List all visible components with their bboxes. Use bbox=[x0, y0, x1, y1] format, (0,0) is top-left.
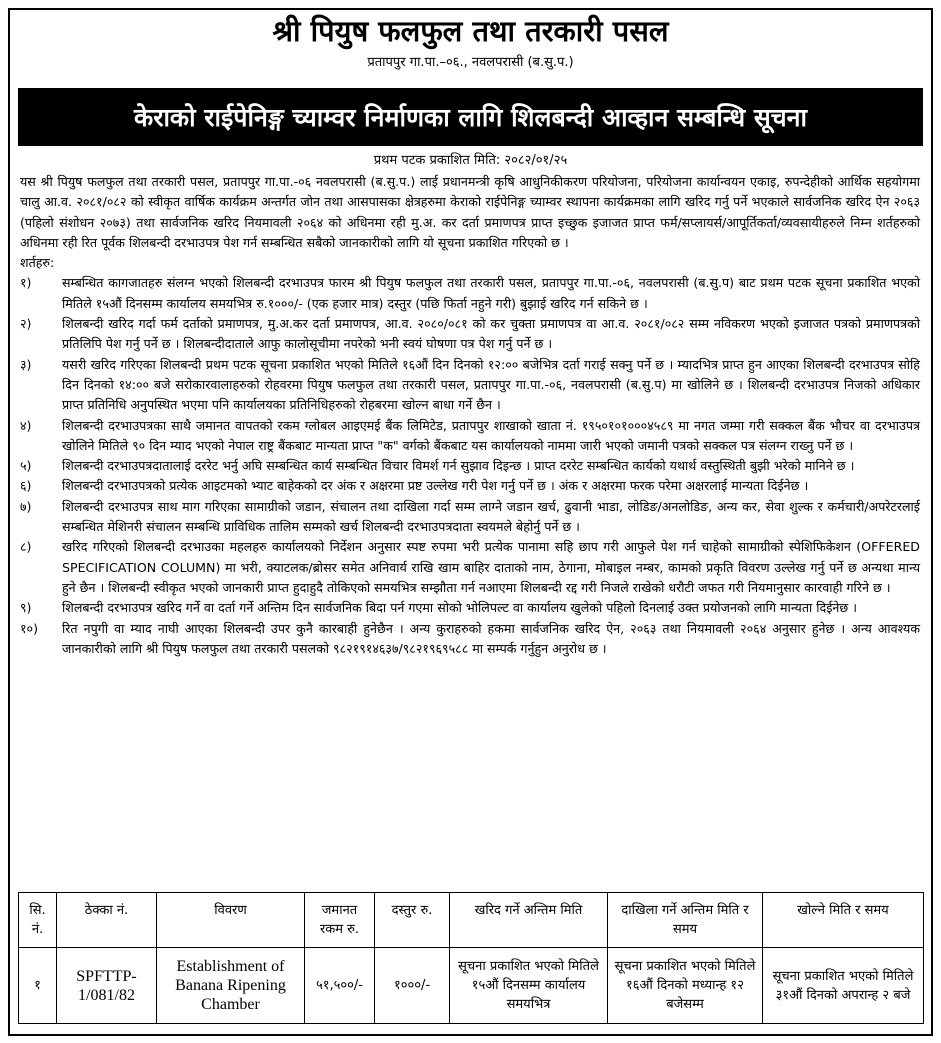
header-sn: सि. नं. bbox=[19, 893, 57, 948]
condition-item bbox=[20, 497, 920, 538]
condition-text: यसरी खरिद गरिएका शिलबन्दी प्रथम पटक सूचना प्रकाशित भएको मितिले १६औं दिन दिनको १२:०० बजेभित्र दर्ता गराई सक्नु पर्ने छ । म्यादभित्र प्राप्त हुन आएका शिलबन्दी दरभाउपत्र सोहि दिन दिनको १४:०० बजे सरोकारवालाहरुको रोहवरमा पियुष फलफुल तथा तरकारी पसल, प्रतापपुर गा.पा.-०६, नवलपरासी (ब.सु.प) मा खोलिने छ । शिलबन्दी दरभाउपत्र निजको अधिकार प्राप्त प्रतिनिधि अनुपस्थित भएमा पनि कार्यालयका प्रतिनिधिहरुको रोहबरमा खोल्न बाधा गर्ने छैन । bbox=[62, 356, 920, 413]
condition-number: ६) bbox=[20, 478, 32, 494]
header-opening-date: खोल्ने मिति र समय bbox=[763, 893, 924, 948]
cell-contract-no: SPFTTP-1/081/82 bbox=[57, 948, 157, 1024]
tender-table bbox=[18, 892, 924, 1024]
condition-number: ५) bbox=[20, 458, 32, 474]
header-description: विवरण bbox=[157, 893, 305, 948]
condition-number: ८) bbox=[20, 539, 32, 555]
table-row bbox=[19, 948, 924, 1024]
cell-purchase-deadline: सूचना प्रकाशित भएको मितिले १५औं दिनसम्म कार्यालय समयभित्र bbox=[450, 948, 608, 1024]
table-header-row bbox=[19, 893, 924, 948]
condition-text: रित नपुगी वा म्याद नाघी आएका शिलबन्दी उपर कुनै कारबाही हुनेछैन । अन्य कुराहरुको हकमा सार्वजनिक खरिद ऐन, २०६३ तथा नियमावली २०६४ अनुसार हुनेछ । अन्य आवश्यक जानकारीको लागि श्री पियुष फलफुल तथा तरकारी पसलको ९८२१९१४६३७/९८२१९६९५८८ मा सम्पर्क गर्नुहुन अनुरोध छ । bbox=[62, 620, 920, 656]
condition-number: ७) bbox=[20, 498, 32, 514]
condition-item bbox=[20, 416, 920, 457]
header-fee: दस्तुर रु. bbox=[375, 893, 450, 948]
condition-number: ३) bbox=[20, 356, 32, 372]
cell-fee: १०००/- bbox=[375, 948, 450, 1024]
notice-body bbox=[20, 172, 920, 659]
cell-description: Establishment of Banana Ripening Chamber bbox=[157, 948, 305, 1024]
condition-text: शिलबन्दी दरभाउपत्र साथ माग गरिएका सामाग्रीको जडान, संचालन तथा दाखिला गर्दा सम्म लाग्ने जडान खर्च, ढुवानी भाडा, लोडिङ/अनलोडिङ, अन्य कर, सेवा शुल्क र कर्मचारी/अपरेटरलाई सम्बन्धित मेशिनरी संचालन सम्बन्धि प्राविधिक तालिम सम्मको खर्च शिलबन्दी दरभाउपत्रदाता स्वयमले बेहोर्नु पर्ने छ । bbox=[62, 498, 920, 535]
condition-item bbox=[20, 456, 920, 476]
organization-name: श्री पियुष फलफुल तथा तरकारी पसल bbox=[272, 14, 669, 48]
notice-title: केराको राईपेनिङ्ग च्याम्वर निर्माणका लागि शिलबन्दी आव्हान सम्बन्धि सूचना bbox=[134, 103, 807, 132]
organization-address: प्रतापपुर गा.पा.–०६., नवलपरासी (ब.सु.प.) bbox=[367, 55, 574, 70]
notice-title-banner bbox=[18, 88, 923, 146]
condition-item bbox=[20, 619, 920, 660]
header-submission-deadline: दाखिला गर्ने अन्तिम मिति र समय bbox=[608, 893, 763, 948]
header-contract-no: ठेक्का नं. bbox=[57, 893, 157, 948]
header-purchase-deadline: खरिद गर्ने अन्तिम मिति bbox=[450, 893, 608, 948]
condition-text: खरिद गरिएको शिलबन्दी दरभाउका महलहरु कार्यालयको निर्देशन अनुसार स्पष्ट रुपमा भरी प्रत्येक पानामा सहि छाप गरी आफुले पेश गर्न चाहेको सामाग्रीको स्पेशिफिकेशन (OFFERED SPECIFICATION COLUMN) मा भरी, क्याटलक/ब्रोसर समेत अनिवार्य राखि खाम बाहिर दाताको नाम, ठेगाना, मोबाइल नम्बर, कामको प्रकृति विवरण उल्लेख गर्नु पर्ने छ अन्यथा मान्य हुने छैन । शिलबन्दी स्वीकृत भएको जानकारी प्राप्त हुदाहुदै तोकिएको समयभित्र सम्झौता गर्न नआएमा शिलबन्दी रद्द गरी निजले राखेको धरौटी जफत गरी नियमानुसार कारवाही गरिने छ । bbox=[62, 539, 920, 595]
condition-text: शिलबन्दी दरभाउपत्र खरिद गर्ने वा दर्ता गर्ने अन्तिम दिन सार्वजनिक बिदा पर्न गएमा सोको भोलिपल्ट वा कार्यालय खुलेको पहिलो दिनलाई उक्त प्रयोजनको लागि मान्यता दिईनेछ । bbox=[62, 600, 858, 616]
condition-item bbox=[20, 314, 920, 355]
condition-text: शिलबन्दी दरभाउपत्रदातालाई दररेट भर्नु अघि सम्बन्धित कार्य सम्बन्धित विचार विमर्श गर्न सुझाव दिइन्छ । प्राप्त दररेट सम्बन्धित कार्यको यथार्थ वस्तुस्थिती बुझी भरेको मानिने छ । bbox=[62, 458, 855, 474]
condition-text: सम्बन्धित कागजातहरु संलग्न भएको शिलबन्दी दरभाउपत्र फारम श्री पियुष फलफुल तथा तरकारी पसल, प्रतापपुर गा.पा.-०६, नवलपरासी (ब.सु.प) बाट प्रथम पटक सूचना प्रकाशित भएको मितिले १५औं दिनसम्म कार्यालय समयभित्र रु.१०००/- (एक हजार मात्र) दस्तुर (पछि फिर्ता नहुने गरी) बुझाई खरिद गर्न सकिने छ । bbox=[62, 275, 920, 311]
condition-item bbox=[20, 273, 920, 314]
condition-number: ४) bbox=[20, 417, 32, 433]
condition-number: ९) bbox=[20, 600, 32, 616]
condition-item bbox=[20, 537, 920, 598]
conditions-label: शर्तहरु: bbox=[20, 255, 55, 271]
conditions-list bbox=[20, 273, 920, 659]
condition-item bbox=[20, 476, 920, 496]
cell-bid-security: ५१,५००/- bbox=[305, 948, 375, 1024]
cell-submission-deadline: सूचना प्रकाशित भएको मितिले १६औं दिनको मध्यान्ह १२ बजेसम्म bbox=[608, 948, 763, 1024]
cell-opening-date: सूचना प्रकाशित भएको मितिले ३१औं दिनको अपरान्ह २ बजे bbox=[763, 948, 924, 1024]
condition-item bbox=[20, 598, 920, 618]
condition-number: १०) bbox=[20, 620, 39, 636]
condition-number: २) bbox=[20, 316, 32, 332]
condition-text: शिलबन्दी दरभाउपत्रको प्रत्येक आइटमको भ्याट बाहेकको दर अंक र अक्षरमा प्रष्ट उल्लेख गरी पेश गर्नु पर्ने छ । अंक र अक्षरमा फरक परेमा अक्षरलाई मान्यता दिईनेछ । bbox=[62, 478, 809, 494]
condition-number: १) bbox=[20, 275, 32, 291]
condition-text: शिलबन्दी खरिद गर्दा फर्म दर्ताको प्रमाणपत्र, मु.अ.कर दर्ता प्रमाणपत्र, आ.व. २०८०/०८१ को कर चुक्ता प्रमाणपत्र वा आ.व. २०८१/०८२ सम्म नविकरण भएको इजाजत पत्रको प्रमाणपत्रको प्रतिलिपि पेश गर्नु पर्ने छ । शिलबन्दीदाताले आफु कालोसूचीमा नपरेको भनी स्वयं घोषणा पत्र पेश गर्नु पर्ने छ । bbox=[62, 316, 920, 352]
condition-item bbox=[20, 355, 920, 416]
publication-date: प्रथम पटक प्रकाशित मिति: २०८२/०१/२५ bbox=[373, 153, 568, 168]
intro-paragraph: यस श्री पियुष फलफुल तथा तरकारी पसल, प्रतापपुर गा.पा.-०६ नवलपरासी (ब.सु.प.) लाई प्रधानमन्त्री कृषि आधुनिकीकरण परियोजना, परियोजना कार्यान्वयन एकाइ, रुपन्देहीको आर्थिक सहयोगमा चालु आ.व. २०८१/०८२ को स्वीकृत वार्षिक कार्यक्रम अन्तर्गत जोन तथा आसपासका क्षेत्रहरुमा केराको राईपेनिङ्ग च्याम्वर स्थापना कार्यक्रमका लागि खरिद गर्नु पर्ने भएकाले सार्वजनिक खरिद ऐन २०६३ (पहिलो संशोधन २०७३) तथा सार्वजनिक खरिद नियमावली २०६४ को अधिनमा रही मु.अ. कर दर्ता प्रमाणपत्र प्राप्त इच्छुक इजाजत प्राप्त फर्म/सप्लायर्स/आपूर्तिकर्ता/व्यवसायीहरुले निम्न शर्तहरुको अधिनमा रही रित पूर्वक शिलबन्दी दरभाउपत्र पेश गर्न सम्बन्धित सबैको जानकारीको लागि यो सूचना प्रकाशित गरिएको छ । bbox=[20, 174, 920, 250]
header-bid-security: जमानत रकम रु. bbox=[305, 893, 375, 948]
cell-sn: १ bbox=[19, 948, 57, 1024]
condition-text: शिलबन्दी दरभाउपत्रका साथै जमानत वापतको रकम ग्लोबल आइएमई बैंक लिमिटेड, प्रतापपुर शाखाको खाता नं. १९५०१०१०००४५८९ मा नगत जम्मा गरी सक्कल बैंक भौचर वा दरभाउपत्र खोलिने मितिले ९० दिन म्याद भएको नेपाल राष्ट्र बैंकबाट मान्यता प्राप्त "क" वर्गको बैंकबाट यस कार्यालयको नाममा जारी भएको जमानी पत्रको सक्कल पत्र संलग्न राख्नु पर्ने छ । bbox=[62, 417, 920, 453]
